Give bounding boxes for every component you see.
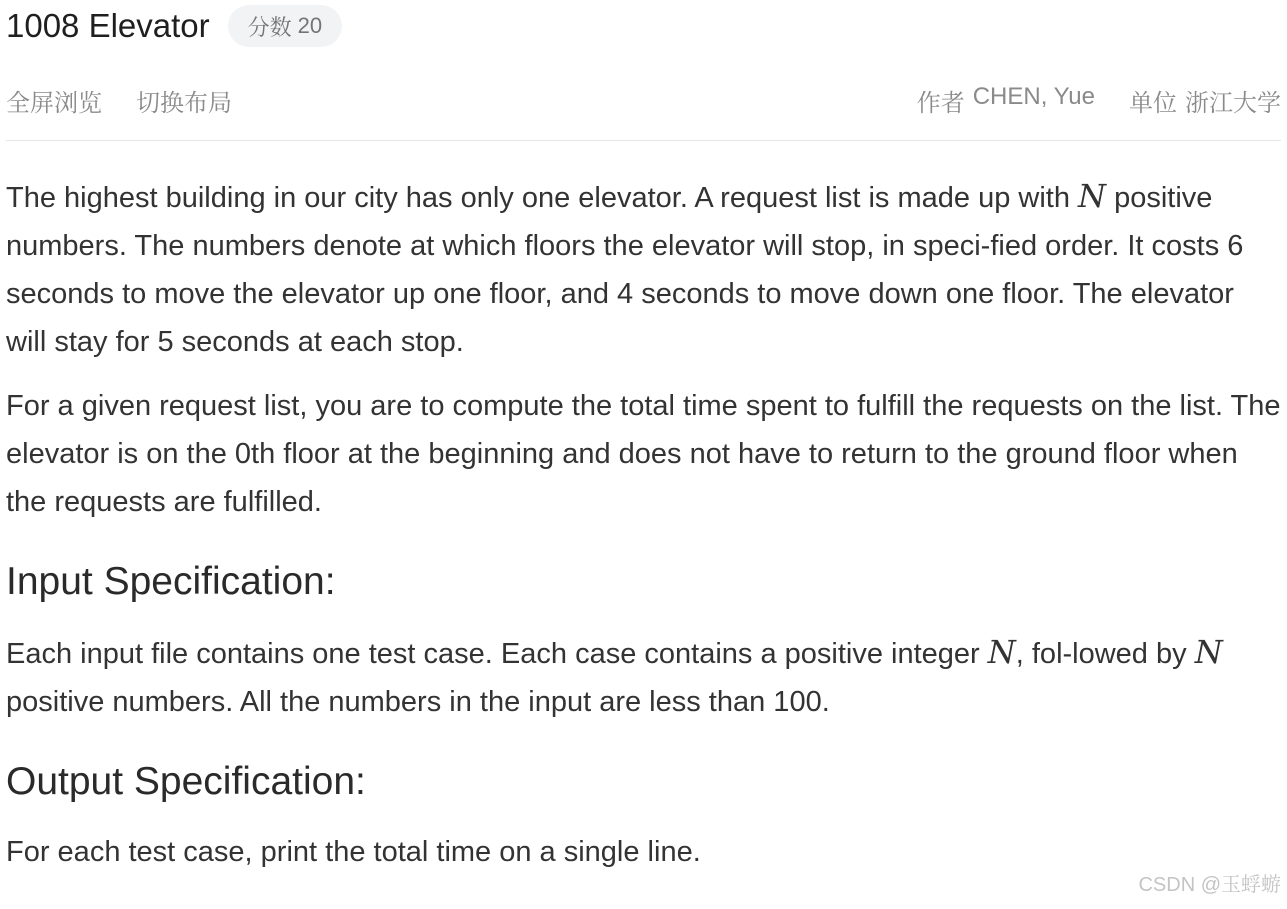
math-variable-n: N bbox=[987, 633, 1016, 671]
toolbar-actions bbox=[6, 83, 232, 118]
output-spec-text: For each test case, print the total time on a single line. bbox=[6, 836, 701, 868]
input-text: Each input file contains one test case. Each case contains a positive integer bbox=[6, 638, 988, 670]
header-divider bbox=[6, 140, 1281, 141]
toolbar bbox=[6, 80, 1281, 120]
problem-meta bbox=[917, 83, 1281, 118]
input-spec-heading: Input Specification: bbox=[6, 560, 336, 603]
watermark: CSDN @玉蜉蝣 bbox=[1138, 874, 1281, 896]
problem-page bbox=[6, 0, 1281, 909]
math-variable-n: N bbox=[1194, 633, 1223, 671]
problem-description bbox=[6, 172, 1282, 892]
input-text: , fol-lowed by bbox=[1015, 638, 1195, 670]
input-text: positive numbers. All the numbers in the input are less than 100. bbox=[6, 686, 830, 718]
switch-layout-button[interactable]: 切换布局 bbox=[136, 89, 232, 117]
page-title: 1008 Elevator bbox=[6, 7, 210, 44]
score-label: 分数 bbox=[247, 14, 292, 40]
author-label: 作者 bbox=[916, 89, 965, 117]
author-info bbox=[917, 83, 1095, 118]
title-row bbox=[6, 2, 342, 50]
author-value: CHEN, Yue bbox=[972, 82, 1095, 110]
description-paragraph-2: For a given request list, you are to compute the total time spent to fulfill the requests on the list. The elevator is on the 0th floor at the beginning and does not have to return to the ground floor when the requests are fulfilled. bbox=[6, 390, 1281, 518]
description-text: positive numbers. The numbers denote at which floors the elevator will stop, in speci-fied order. It costs 6 seconds to move the elevator up one floor, and 4 seconds to move down one floor. The elevator will stay for 5 seconds at each stop. bbox=[6, 182, 1244, 358]
organization-value: 浙江大学 bbox=[1185, 89, 1281, 117]
math-variable-n: N bbox=[1078, 177, 1107, 215]
description-paragraph-1 bbox=[6, 172, 1282, 366]
score-value: 20 bbox=[297, 13, 323, 38]
output-spec-heading: Output Specification: bbox=[6, 760, 366, 803]
description-text: The highest building in our city has only one elevator. A request list is made up with bbox=[6, 182, 1079, 214]
organization-label: 单位 bbox=[1129, 89, 1177, 117]
score-badge bbox=[228, 5, 343, 47]
organization-info bbox=[1129, 83, 1281, 118]
input-spec-text bbox=[6, 628, 1282, 726]
fullscreen-button[interactable]: 全屏浏览 bbox=[6, 89, 102, 117]
